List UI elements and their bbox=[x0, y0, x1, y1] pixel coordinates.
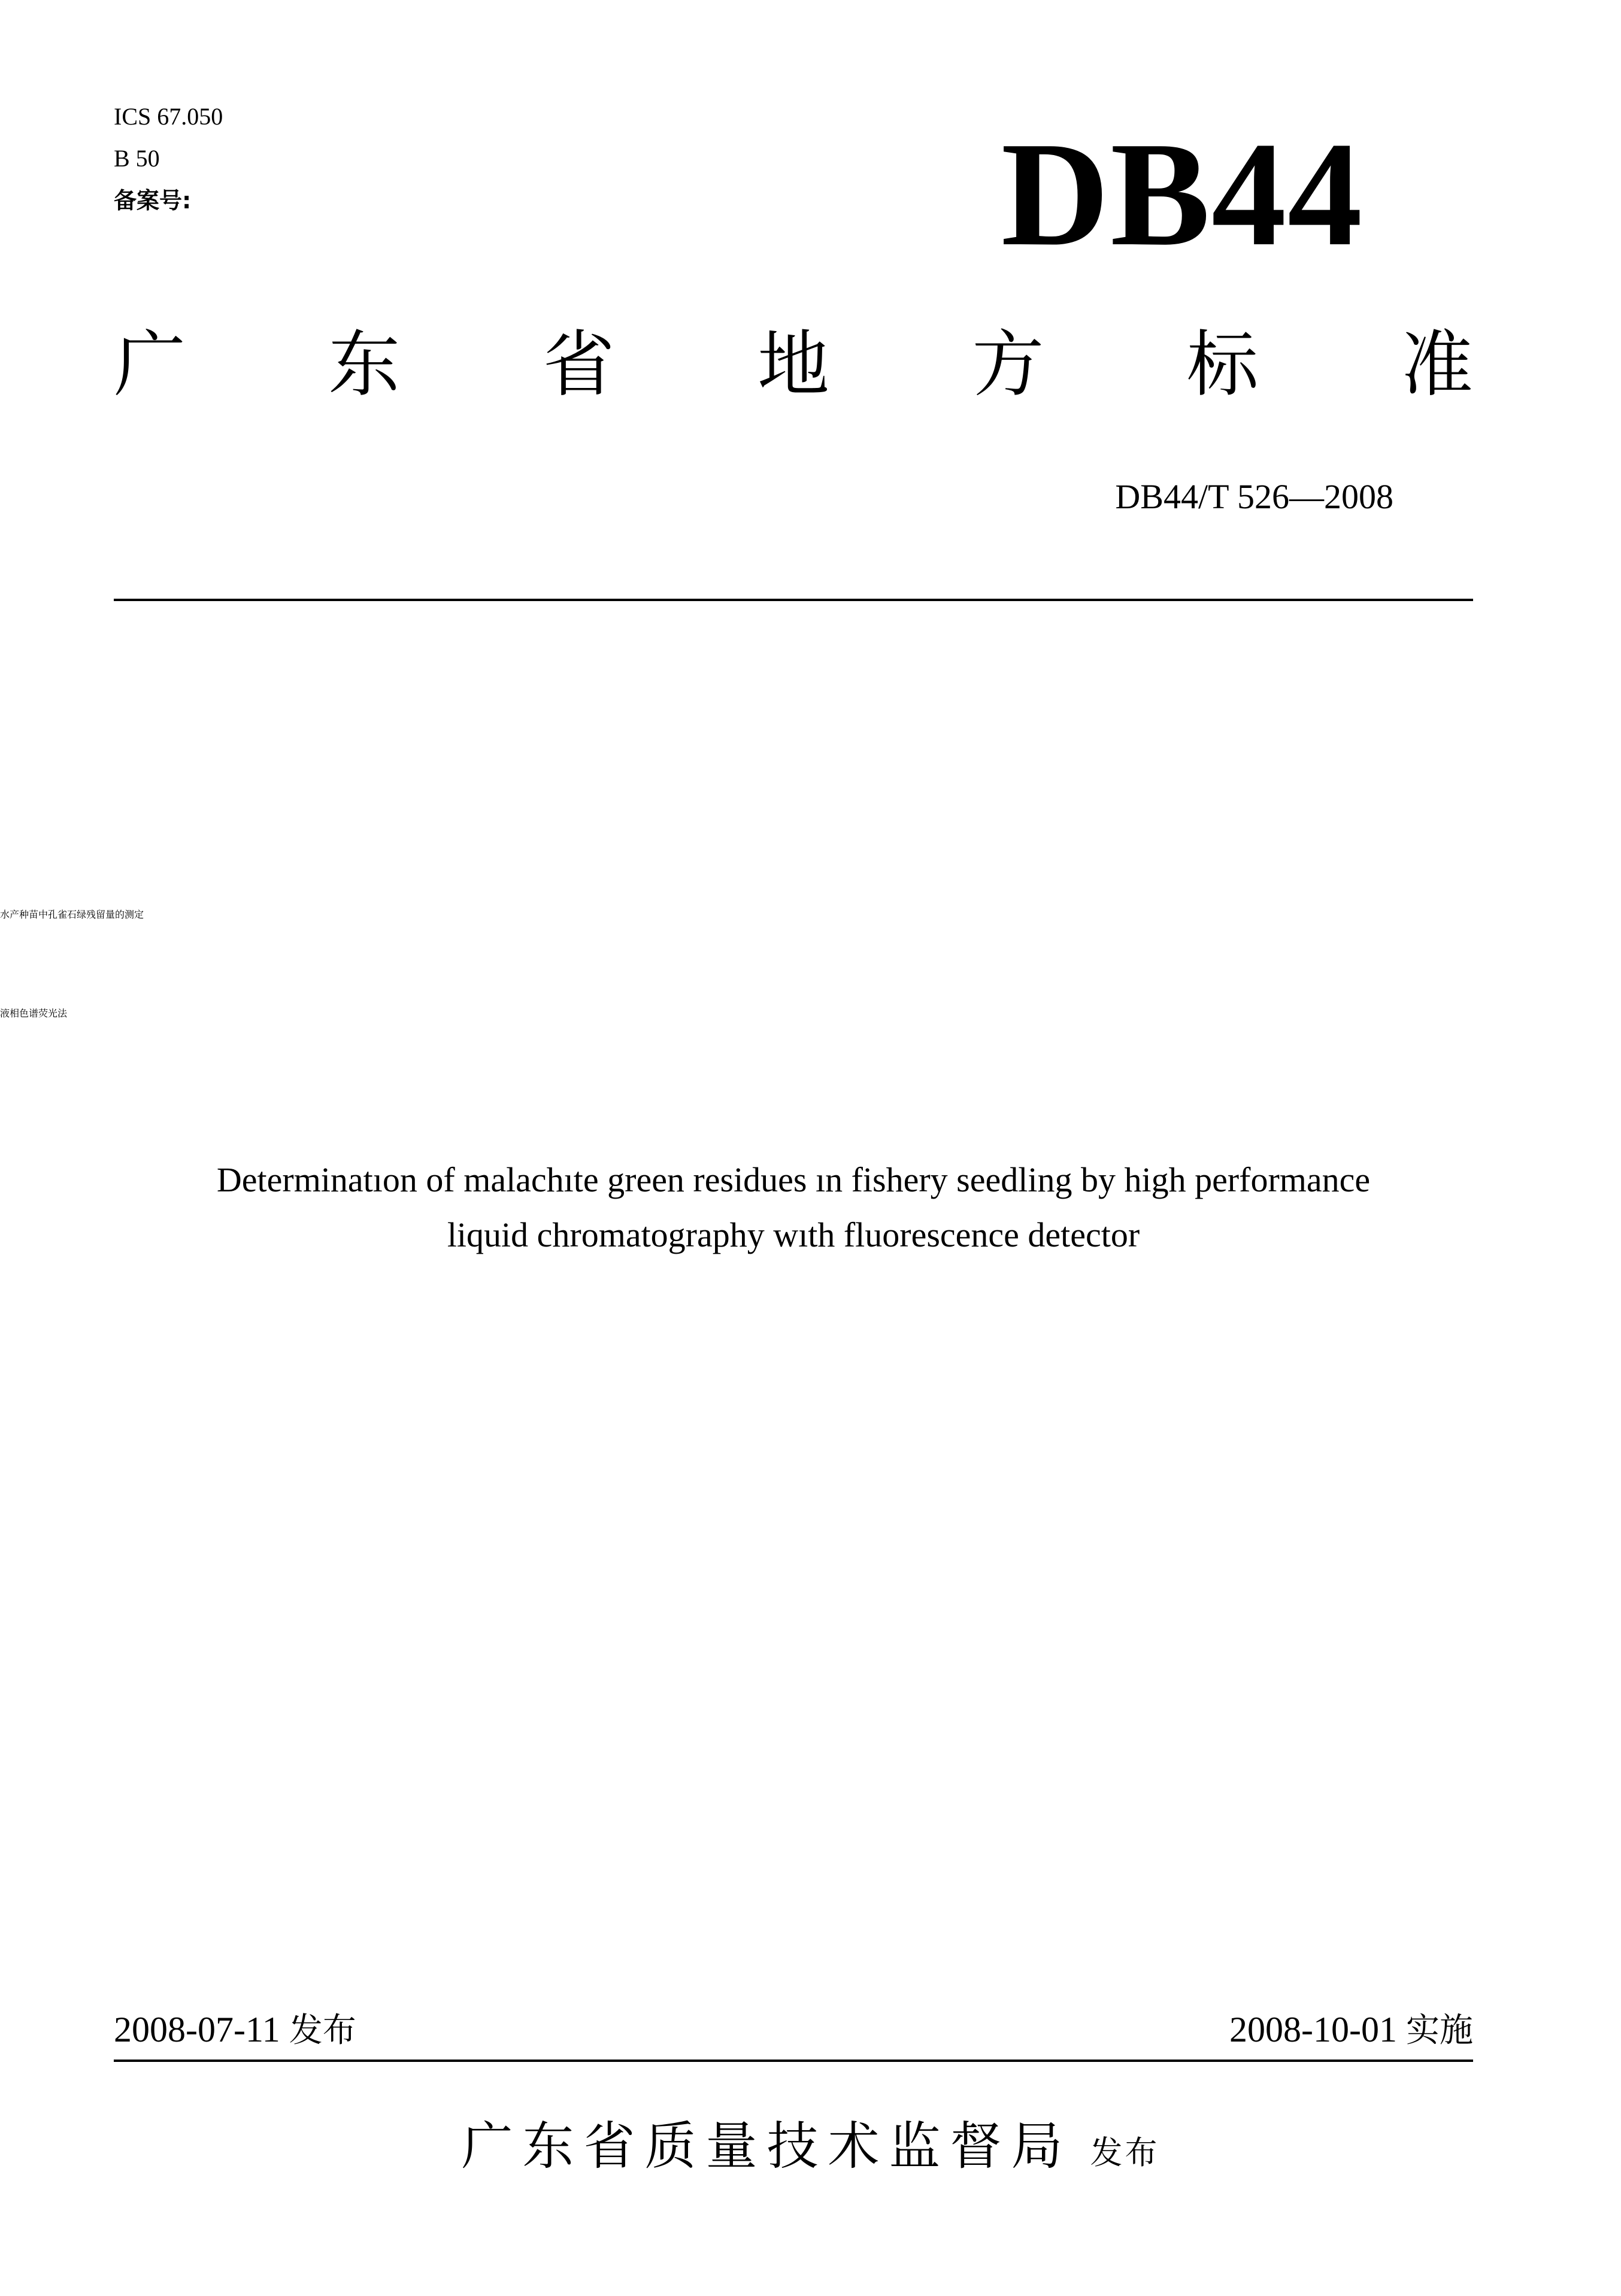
publish-date bbox=[114, 2009, 356, 2052]
issuer-suffix: 发布 bbox=[1090, 2134, 1160, 2171]
standard-type-char: 东 bbox=[328, 323, 401, 407]
effective-date bbox=[1229, 2009, 1473, 2052]
standard-number: DB44/T 526—2008 bbox=[1115, 477, 1393, 516]
title-chinese-line-2: 液相色谱荧光法 bbox=[0, 1008, 68, 1019]
effective-date-suffix: 实施 bbox=[1406, 2011, 1473, 2050]
standard-type-char: 省 bbox=[543, 323, 615, 407]
standard-type-char: 广 bbox=[114, 323, 186, 407]
classification-code: B 50 bbox=[114, 145, 160, 172]
publish-date-value: 2008-07-11 bbox=[114, 2010, 280, 2049]
standard-type-char: 地 bbox=[757, 323, 829, 407]
effective-date-value: 2008-10-01 bbox=[1229, 2010, 1397, 2049]
standard-type-char: 标 bbox=[1186, 323, 1259, 407]
title-english-line-2: liquid chromatography wıth fluorescence detector bbox=[447, 1215, 1140, 1254]
standard-type-char: 方 bbox=[972, 323, 1044, 407]
title-english-line-1: Determinatıon of malachıte green residues ın fishery seedling by high performance bbox=[216, 1160, 1371, 1199]
standard-type-title bbox=[114, 323, 1473, 407]
db44-logo: DB44 bbox=[1001, 111, 1364, 277]
issuing-authority bbox=[0, 2113, 1621, 2186]
record-number-label: 备案号: bbox=[114, 187, 192, 214]
header-divider bbox=[114, 599, 1473, 601]
title-english bbox=[114, 1152, 1473, 1263]
title-chinese-line-1: 水产种苗中孔雀石绿残留量的测定 bbox=[0, 909, 144, 920]
footer-divider bbox=[114, 2060, 1473, 2062]
issuer-name: 广东省质量技术监督局 bbox=[461, 2116, 1072, 2176]
standard-type-char: 准 bbox=[1401, 323, 1473, 407]
ics-code: ICS 67.050 bbox=[114, 103, 223, 130]
publish-date-suffix: 发布 bbox=[289, 2011, 356, 2050]
